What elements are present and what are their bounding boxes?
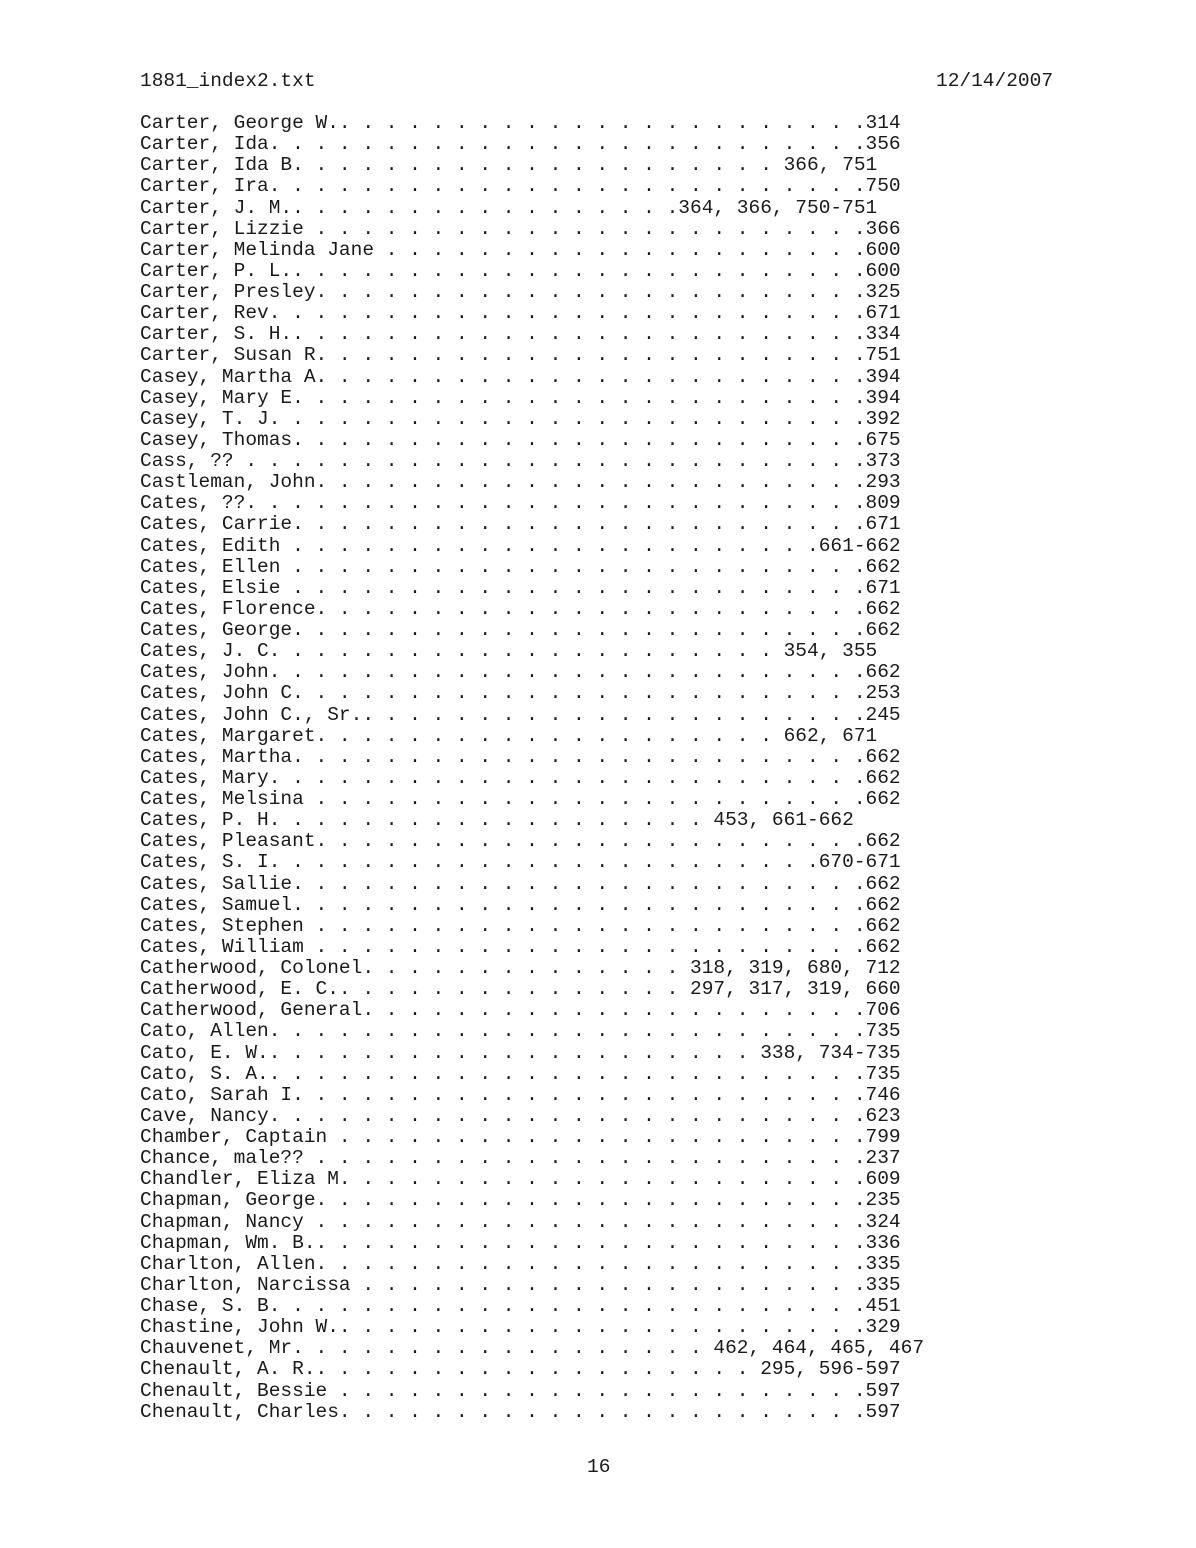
index-entry: Cates, S. I. . . . . . . . . . . . . . . . . . . . . . . .670-671 xyxy=(140,851,901,874)
index-entry: Cates, George. . . . . . . . . . . . . . . . . . . . . . . . .662 xyxy=(140,619,901,641)
index-entry: Chamber, Captain . . . . . . . . . . . . . . . . . . . . . . .799 xyxy=(140,1126,901,1148)
index-entry: Chenault, Bessie . . . . . . . . . . . . . . . . . . . . . . .597 xyxy=(140,1379,901,1402)
page-number: 16 xyxy=(587,1456,611,1478)
index-entry: Cates, Sallie. . . . . . . . . . . . . . . . . . . . . . . . .662 xyxy=(140,872,901,895)
index-entry: Carter, S. H.. . . . . . . . . . . . . . . . . . . . . . . . .334 xyxy=(140,323,901,346)
print-date: 12/14/2007 xyxy=(936,70,1054,92)
index-entry: Casey, Martha A. . . . . . . . . . . . . . . . . . . . . . . .394 xyxy=(140,365,901,388)
index-entry: Cave, Nancy. . . . . . . . . . . . . . . . . . . . . . . . . .623 xyxy=(140,1104,901,1127)
index-entry: Casey, Mary E. . . . . . . . . . . . . . . . . . . . . . . . .394 xyxy=(140,386,901,409)
index-entry: Cates, William . . . . . . . . . . . . . . . . . . . . . . . .662 xyxy=(140,935,901,958)
index-entry: Cato, Allen. . . . . . . . . . . . . . . . . . . . . . . . . .735 xyxy=(140,1020,901,1043)
index-entry: Cato, S. A.. . . . . . . . . . . . . . . . . . . . . . . . . .735 xyxy=(140,1062,901,1085)
index-entry: Cates, Samuel. . . . . . . . . . . . . . . . . . . . . . . . .662 xyxy=(140,893,901,916)
index-entry: Catherwood, Colonel. . . . . . . . . . . . . . 318, 319, 680, 712 xyxy=(140,957,901,979)
index-entry: Carter, George W.. . . . . . . . . . . . . . . . . . . . . . .314 xyxy=(140,112,901,134)
file-name: 1881_index2.txt xyxy=(140,70,316,92)
index-entry: Cates, Edith . . . . . . . . . . . . . . . . . . . . . . .661-662 xyxy=(140,534,901,557)
index-list xyxy=(140,113,924,1423)
index-entry: Cates, Elsie . . . . . . . . . . . . . . . . . . . . . . . . .671 xyxy=(140,576,901,599)
index-entry: Carter, Ida. . . . . . . . . . . . . . . . . . . . . . . . . .356 xyxy=(140,133,901,156)
index-entry: Casey, Thomas. . . . . . . . . . . . . . . . . . . . . . . . .675 xyxy=(140,428,901,451)
index-entry: Cates, Stephen . . . . . . . . . . . . . . . . . . . . . . . .662 xyxy=(140,914,901,937)
index-entry: Catherwood, E. C.. . . . . . . . . . . . . . . 297, 317, 319, 660 xyxy=(140,978,901,1001)
index-entry: Cates, Florence. . . . . . . . . . . . . . . . . . . . . . . .662 xyxy=(140,597,901,620)
index-entry: Carter, Susan R. . . . . . . . . . . . . . . . . . . . . . . .751 xyxy=(140,344,901,367)
index-entry: Chance, male?? . . . . . . . . . . . . . . . . . . . . . . . .237 xyxy=(140,1147,901,1170)
index-entry: Cates, P. H. . . . . . . . . . . . . . . . . . . 453, 661-662 xyxy=(140,809,854,832)
index-entry: Cates, Carrie. . . . . . . . . . . . . . . . . . . . . . . . .671 xyxy=(140,513,901,536)
index-entry: Cates, Mary. . . . . . . . . . . . . . . . . . . . . . . . . .662 xyxy=(140,766,901,789)
index-entry: Cates, Melsina . . . . . . . . . . . . . . . . . . . . . . . .662 xyxy=(140,788,901,810)
index-entry: Cates, John C., Sr.. . . . . . . . . . . . . . . . . . . . . .245 xyxy=(140,703,901,726)
index-entry: Chapman, George. . . . . . . . . . . . . . . . . . . . . . . .235 xyxy=(140,1189,901,1212)
index-entry: Chenault, Charles. . . . . . . . . . . . . . . . . . . . . . .597 xyxy=(140,1400,901,1423)
index-entry: Cates, Margaret. . . . . . . . . . . . . . . . . . . . 662, 671 xyxy=(140,724,878,747)
index-entry: Cates, J. C. . . . . . . . . . . . . . . . . . . . . . 354, 355 xyxy=(140,640,878,663)
index-entry: Cates, Pleasant. . . . . . . . . . . . . . . . . . . . . . . .662 xyxy=(140,830,901,853)
index-entry: Charlton, Narcissa . . . . . . . . . . . . . . . . . . . . . .335 xyxy=(140,1273,901,1296)
index-entry: Cato, E. W.. . . . . . . . . . . . . . . . . . . . . 338, 734-735 xyxy=(140,1041,901,1064)
index-entry: Chauvenet, Mr. . . . . . . . . . . . . . . . . . 462, 464, 465, 467 xyxy=(140,1337,925,1360)
index-entry: Chastine, John W.. . . . . . . . . . . . . . . . . . . . . . .329 xyxy=(140,1316,901,1339)
index-entry: Chapman, Nancy . . . . . . . . . . . . . . . . . . . . . . . .324 xyxy=(140,1210,901,1233)
index-entry: Carter, J. M.. . . . . . . . . . . . . . . . .364, 366, 750-751 xyxy=(140,196,878,219)
index-entry: Carter, Melinda Jane . . . . . . . . . . . . . . . . . . . . .600 xyxy=(140,238,901,261)
index-entry: Catherwood, General. . . . . . . . . . . . . . . . . . . . . .706 xyxy=(140,999,901,1022)
index-entry: Cates, Ellen . . . . . . . . . . . . . . . . . . . . . . . . .662 xyxy=(140,555,901,578)
index-entry: Carter, Ida B. . . . . . . . . . . . . . . . . . . . . 366, 751 xyxy=(140,154,878,177)
index-entry: Carter, Ira. . . . . . . . . . . . . . . . . . . . . . . . . .750 xyxy=(140,175,901,198)
index-entry: Chase, S. B. . . . . . . . . . . . . . . . . . . . . . . . . .451 xyxy=(140,1295,901,1317)
index-entry: Carter, P. L.. . . . . . . . . . . . . . . . . . . . . . . . .600 xyxy=(140,259,901,282)
index-entry: Carter, Rev. . . . . . . . . . . . . . . . . . . . . . . . . .671 xyxy=(140,302,901,325)
index-entry: Cass, ?? . . . . . . . . . . . . . . . . . . . . . . . . . . .373 xyxy=(140,450,901,472)
index-entry: Cato, Sarah I. . . . . . . . . . . . . . . . . . . . . . . . .746 xyxy=(140,1083,901,1106)
index-entry: Cates, ??. . . . . . . . . . . . . . . . . . . . . . . . . . .809 xyxy=(140,492,901,515)
index-entry: Cates, John. . . . . . . . . . . . . . . . . . . . . . . . . .662 xyxy=(140,661,901,684)
index-entry: Chapman, Wm. B.. . . . . . . . . . . . . . . . . . . . . . . .336 xyxy=(140,1231,901,1254)
index-entry: Cates, Martha. . . . . . . . . . . . . . . . . . . . . . . . .662 xyxy=(140,745,901,768)
index-entry: Carter, Presley. . . . . . . . . . . . . . . . . . . . . . . .325 xyxy=(140,281,901,303)
index-entry: Chenault, A. R.. . . . . . . . . . . . . . . . . . . 295, 596-597 xyxy=(140,1358,901,1381)
index-entry: Carter, Lizzie . . . . . . . . . . . . . . . . . . . . . . . .366 xyxy=(140,217,901,240)
index-entry: Castleman, John. . . . . . . . . . . . . . . . . . . . . . . .293 xyxy=(140,471,901,494)
index-entry: Chandler, Eliza M. . . . . . . . . . . . . . . . . . . . . . .609 xyxy=(140,1168,901,1191)
index-entry: Casey, T. J. . . . . . . . . . . . . . . . . . . . . . . . . .392 xyxy=(140,407,901,430)
index-entry: Charlton, Allen. . . . . . . . . . . . . . . . . . . . . . . .335 xyxy=(140,1252,901,1275)
index-entry: Cates, John C. . . . . . . . . . . . . . . . . . . . . . . . .253 xyxy=(140,682,901,705)
